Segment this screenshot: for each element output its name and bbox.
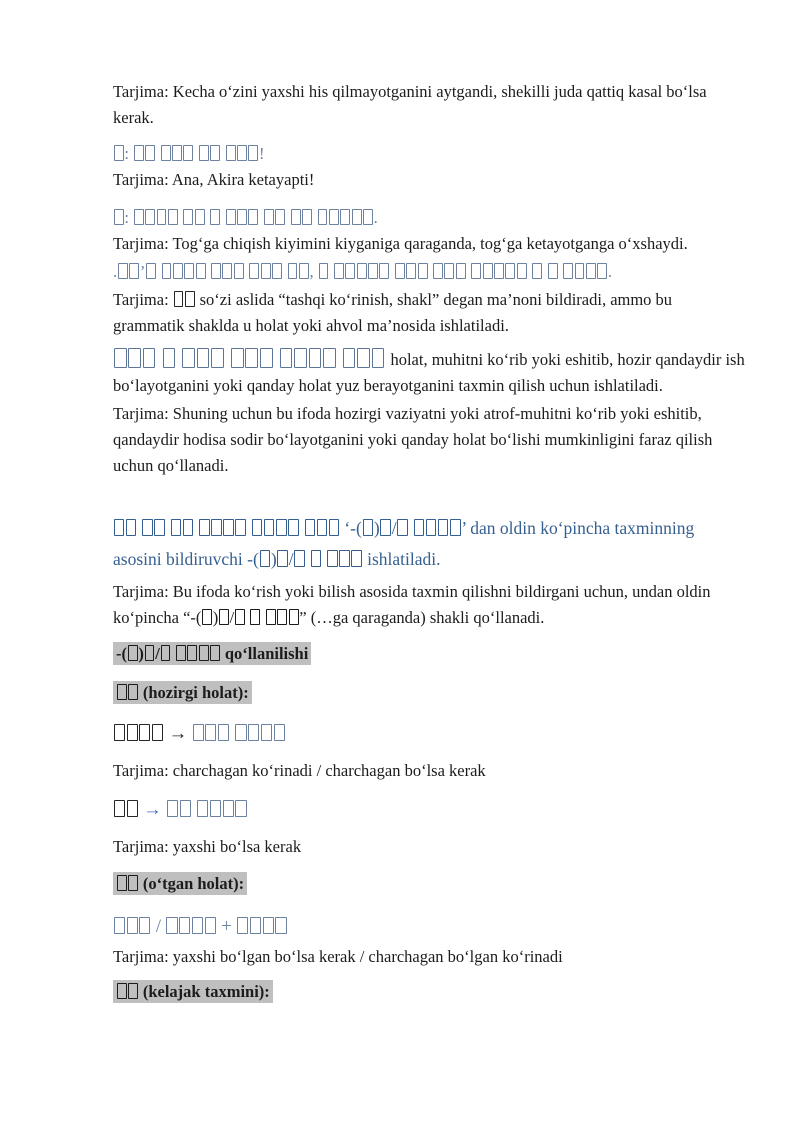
missing-glyph-box — [395, 263, 405, 279]
missing-glyph-box — [302, 209, 312, 225]
missing-glyph-box — [248, 724, 259, 742]
missing-glyph-box — [197, 348, 210, 368]
missing-glyph-box — [134, 209, 144, 225]
missing-glyph-box — [248, 209, 258, 225]
missing-glyph-box — [210, 645, 220, 661]
missing-glyph-box — [117, 983, 127, 999]
missing-glyph-box — [237, 917, 248, 935]
missing-glyph-box — [597, 263, 607, 279]
korean-tofu-text — [162, 800, 248, 820]
text-run: -( ) / qo‘llanilishi — [113, 642, 311, 665]
missing-glyph-box — [294, 348, 307, 368]
missing-glyph-box — [548, 263, 558, 279]
missing-glyph-box — [187, 645, 197, 661]
korean-tofu-text — [113, 800, 143, 820]
korean-tofu-text — [187, 724, 286, 744]
missing-glyph-box — [183, 209, 193, 225]
missing-glyph-box — [414, 519, 425, 536]
missing-glyph-box — [505, 263, 515, 279]
missing-glyph-box — [249, 263, 259, 279]
missing-glyph-box — [185, 291, 195, 307]
missing-glyph-box — [211, 348, 224, 368]
text-run: → — [168, 724, 188, 744]
missing-glyph-box — [406, 263, 416, 279]
paragraph-korean-sozi — [113, 259, 745, 285]
missing-glyph-box — [226, 209, 236, 225]
heading-kelajak-taxmini — [113, 979, 745, 1005]
missing-glyph-box — [357, 263, 367, 279]
missing-glyph-box — [235, 800, 246, 818]
missing-glyph-box — [532, 263, 542, 279]
missing-glyph-box — [329, 209, 339, 225]
missing-glyph-box — [117, 684, 127, 700]
missing-glyph-box — [231, 348, 244, 368]
missing-glyph-box — [199, 645, 209, 661]
missing-glyph-box — [128, 684, 138, 700]
text-run: Tarjima: yaxshi bo‘lgan bo‘lsa kerak / charchagan bo‘lgan ko‘rinadi — [113, 947, 563, 966]
missing-glyph-box — [171, 519, 182, 536]
missing-glyph-box — [142, 519, 153, 536]
paragraph-blue-heading — [113, 513, 745, 575]
missing-glyph-box — [368, 263, 378, 279]
text-run: → — [143, 800, 162, 820]
missing-glyph-box — [146, 263, 156, 279]
korean-tofu-text: : ! — [113, 144, 265, 163]
missing-glyph-box — [183, 519, 194, 536]
missing-glyph-box — [291, 209, 301, 225]
missing-glyph-box — [143, 348, 156, 368]
text-run: Tarjima: Bu ifoda ko‘rish yoki bilish asosida taxmin qilishni bildirgani uchun, undan oldin ko‘pincha “-( ) / ” (…ga qaraganda) shakli qo‘llanadi. — [113, 582, 711, 627]
example-otgan — [113, 912, 745, 942]
missing-glyph-box — [210, 800, 221, 818]
missing-glyph-box — [339, 550, 350, 567]
missing-glyph-box — [275, 209, 285, 225]
paragraph-tarjima-kasal — [113, 79, 745, 131]
missing-glyph-box — [351, 550, 362, 567]
korean-tofu-text: : . — [113, 208, 378, 227]
heading-otgan-holat — [113, 871, 745, 897]
missing-glyph-box — [276, 519, 287, 536]
missing-glyph-box — [139, 917, 150, 935]
missing-glyph-box — [179, 917, 190, 935]
text-run: Tarjima: Tog‘ga chiqish kiyimini kiyganiga qaraganda, tog‘ga ketayotganga o‘xshaydi. — [113, 234, 688, 253]
missing-glyph-box — [219, 609, 229, 625]
missing-glyph-box — [248, 145, 258, 161]
missing-glyph-box — [114, 145, 124, 161]
paragraph-tarjima-togga — [113, 231, 745, 257]
paragraph-tarjima-otgan — [113, 944, 745, 970]
paragraph-tarjima-shuning — [113, 401, 745, 479]
missing-glyph-box — [211, 263, 221, 279]
paragraph-korean-togga — [113, 205, 745, 231]
missing-glyph-box — [280, 348, 293, 368]
missing-glyph-box — [128, 983, 138, 999]
missing-glyph-box — [305, 519, 316, 536]
text-run: Tarjima: yaxshi bo‘lsa kerak — [113, 837, 302, 856]
missing-glyph-box — [205, 917, 216, 935]
korean-tofu-text — [113, 346, 390, 370]
missing-glyph-box — [154, 519, 165, 536]
missing-glyph-box — [379, 263, 389, 279]
missing-glyph-box — [311, 550, 322, 567]
missing-glyph-box — [114, 724, 125, 742]
missing-glyph-box — [226, 145, 236, 161]
missing-glyph-box — [319, 263, 329, 279]
example-yaxshi — [113, 795, 745, 825]
text-run: ‘-( ) / ’ dan oldin ko‘pincha taxminning asosini bildiruvchi -( ) / ishlatiladi. — [113, 518, 695, 569]
korean-tofu-text: / + — [113, 917, 287, 937]
missing-glyph-box — [193, 724, 204, 742]
missing-glyph-box — [134, 145, 144, 161]
paragraph-tarjima-yaxshi — [113, 834, 745, 860]
missing-glyph-box — [202, 609, 212, 625]
korean-tofu-text: . ’ , . — [113, 262, 613, 281]
missing-glyph-box — [357, 348, 370, 368]
missing-glyph-box — [172, 145, 182, 161]
missing-glyph-box — [192, 917, 203, 935]
missing-glyph-box — [157, 209, 167, 225]
missing-glyph-box — [127, 724, 138, 742]
missing-glyph-box — [161, 145, 171, 161]
missing-glyph-box — [162, 263, 172, 279]
missing-glyph-box — [211, 519, 222, 536]
missing-glyph-box — [166, 917, 177, 935]
missing-glyph-box — [235, 609, 245, 625]
missing-glyph-box — [397, 519, 408, 536]
missing-glyph-box — [128, 875, 138, 891]
missing-glyph-box — [289, 609, 299, 625]
text-run: Tarjima: Ana, Akira ketayapti! — [113, 170, 315, 189]
text-run: Tarjima: Shuning uchun bu ifoda hozirgi vaziyatni yoki atrof-muhitni ko‘rib yoki eshitib, qandaydir hodisa sodir bo‘layotganini yoki qanday holat bo‘lishi mumkinligini faraz qilish uchun qo‘llanadi. — [113, 404, 713, 475]
missing-glyph-box — [343, 348, 356, 368]
paragraph-tarjima-sozi — [113, 287, 745, 339]
missing-glyph-box — [161, 645, 171, 661]
missing-glyph-box — [223, 800, 234, 818]
missing-glyph-box — [163, 348, 176, 368]
heading-qollanilishi — [113, 641, 745, 667]
missing-glyph-box — [264, 209, 274, 225]
korean-tofu-text — [113, 724, 169, 744]
missing-glyph-box — [317, 519, 328, 536]
missing-glyph-box — [372, 348, 385, 368]
missing-glyph-box — [288, 519, 299, 536]
missing-glyph-box — [223, 519, 234, 536]
text-run: Tarjima: — [113, 290, 173, 309]
document-body — [113, 79, 745, 1005]
missing-glyph-box — [272, 263, 282, 279]
missing-glyph-box — [210, 209, 220, 225]
missing-glyph-box — [288, 263, 298, 279]
missing-glyph-box — [245, 348, 258, 368]
missing-glyph-box — [210, 145, 220, 161]
missing-glyph-box — [456, 263, 466, 279]
missing-glyph-box — [327, 550, 338, 567]
missing-glyph-box — [129, 263, 139, 279]
missing-glyph-box — [145, 209, 155, 225]
missing-glyph-box — [318, 209, 328, 225]
missing-glyph-box — [114, 209, 124, 225]
missing-glyph-box — [114, 348, 127, 368]
paragraph-mixed-holat — [113, 345, 745, 399]
paragraph-korean-akira — [113, 141, 745, 167]
missing-glyph-box — [471, 263, 481, 279]
missing-glyph-box — [127, 917, 138, 935]
text-run: Tarjima: Kecha o‘zini yaxshi his qilmayotganini aytgandi, shekilli juda qattiq kasal bo‘lsa kerak. — [113, 82, 707, 127]
missing-glyph-box — [127, 800, 138, 818]
text-run: Tarjima: charchagan ko‘rinadi / charchagan bo‘lsa kerak — [113, 761, 486, 780]
missing-glyph-box — [145, 145, 155, 161]
missing-glyph-box — [494, 263, 504, 279]
missing-glyph-box — [340, 209, 350, 225]
missing-glyph-box — [266, 609, 276, 625]
text-run: (o‘tgan holat): — [113, 872, 247, 895]
missing-glyph-box — [128, 645, 138, 661]
paragraph-tarjima-ifoda — [113, 579, 745, 631]
missing-glyph-box — [196, 263, 206, 279]
missing-glyph-box — [117, 875, 127, 891]
missing-glyph-box — [180, 800, 191, 818]
missing-glyph-box — [483, 263, 493, 279]
missing-glyph-box — [205, 724, 216, 742]
missing-glyph-box — [126, 519, 137, 536]
missing-glyph-box — [184, 263, 194, 279]
missing-glyph-box — [235, 724, 246, 742]
missing-glyph-box — [264, 519, 275, 536]
missing-glyph-box — [139, 724, 150, 742]
paragraph-tarjima-akira — [113, 167, 745, 193]
missing-glyph-box — [363, 519, 374, 536]
missing-glyph-box — [128, 348, 141, 368]
missing-glyph-box — [173, 263, 183, 279]
paragraph-tarjima-charchagan — [113, 758, 745, 784]
missing-glyph-box — [114, 917, 125, 935]
missing-glyph-box — [433, 263, 443, 279]
missing-glyph-box — [309, 348, 322, 368]
missing-glyph-box — [183, 145, 193, 161]
missing-glyph-box — [274, 724, 285, 742]
missing-glyph-box — [237, 209, 247, 225]
missing-glyph-box — [334, 263, 344, 279]
missing-glyph-box — [261, 724, 272, 742]
missing-glyph-box — [235, 519, 246, 536]
missing-glyph-box — [197, 800, 208, 818]
missing-glyph-box — [277, 609, 287, 625]
missing-glyph-box — [263, 917, 274, 935]
missing-glyph-box — [277, 550, 288, 567]
missing-glyph-box — [195, 209, 205, 225]
example-charchagan — [113, 719, 745, 749]
missing-glyph-box — [329, 519, 340, 536]
missing-glyph-box — [234, 263, 244, 279]
missing-glyph-box — [218, 724, 229, 742]
missing-glyph-box — [299, 263, 309, 279]
missing-glyph-box — [575, 263, 585, 279]
missing-glyph-box — [199, 145, 209, 161]
heading-hozirgi-holat — [113, 680, 745, 706]
missing-glyph-box — [152, 724, 163, 742]
missing-glyph-box — [438, 519, 449, 536]
missing-glyph-box — [450, 519, 461, 536]
missing-glyph-box — [261, 263, 271, 279]
missing-glyph-box — [586, 263, 596, 279]
text-run: so‘zi aslida “tashqi ko‘rinish, shakl” degan ma’noni bildiradi, ammo bu grammatik shaklda u holat yoki ahvol ma’nosida ishlatiladi. — [113, 290, 673, 335]
missing-glyph-box — [380, 519, 391, 536]
missing-glyph-box — [114, 800, 125, 818]
missing-glyph-box — [563, 263, 573, 279]
missing-glyph-box — [182, 348, 195, 368]
missing-glyph-box — [250, 917, 261, 935]
missing-glyph-box — [222, 263, 232, 279]
missing-glyph-box — [118, 263, 128, 279]
missing-glyph-box — [323, 348, 336, 368]
missing-glyph-box — [517, 263, 527, 279]
korean-tofu-text — [173, 290, 196, 309]
missing-glyph-box — [252, 519, 263, 536]
missing-glyph-box — [294, 550, 305, 567]
missing-glyph-box — [168, 209, 178, 225]
empty-line — [113, 479, 745, 513]
missing-glyph-box — [426, 519, 437, 536]
text-run: holat, muhitni ko‘rib yoki eshitib, hozir qandaydir ish bo‘layotganini yoki qanday holat yuz berayotganini taxmin qilish uchun ishlatiladi. — [113, 350, 745, 395]
missing-glyph-box — [275, 917, 286, 935]
missing-glyph-box — [114, 519, 125, 536]
missing-glyph-box — [167, 800, 178, 818]
missing-glyph-box — [145, 645, 155, 661]
missing-glyph-box — [444, 263, 454, 279]
text-run: (hozirgi holat): — [113, 681, 252, 704]
missing-glyph-box — [176, 645, 186, 661]
text-run: (kelajak taxmini): — [113, 980, 273, 1003]
missing-glyph-box — [174, 291, 184, 307]
missing-glyph-box — [260, 550, 271, 567]
missing-glyph-box — [260, 348, 273, 368]
missing-glyph-box — [352, 209, 362, 225]
missing-glyph-box — [237, 145, 247, 161]
missing-glyph-box — [345, 263, 355, 279]
missing-glyph-box — [363, 209, 373, 225]
missing-glyph-box — [250, 609, 260, 625]
missing-glyph-box — [199, 519, 210, 536]
missing-glyph-box — [418, 263, 428, 279]
